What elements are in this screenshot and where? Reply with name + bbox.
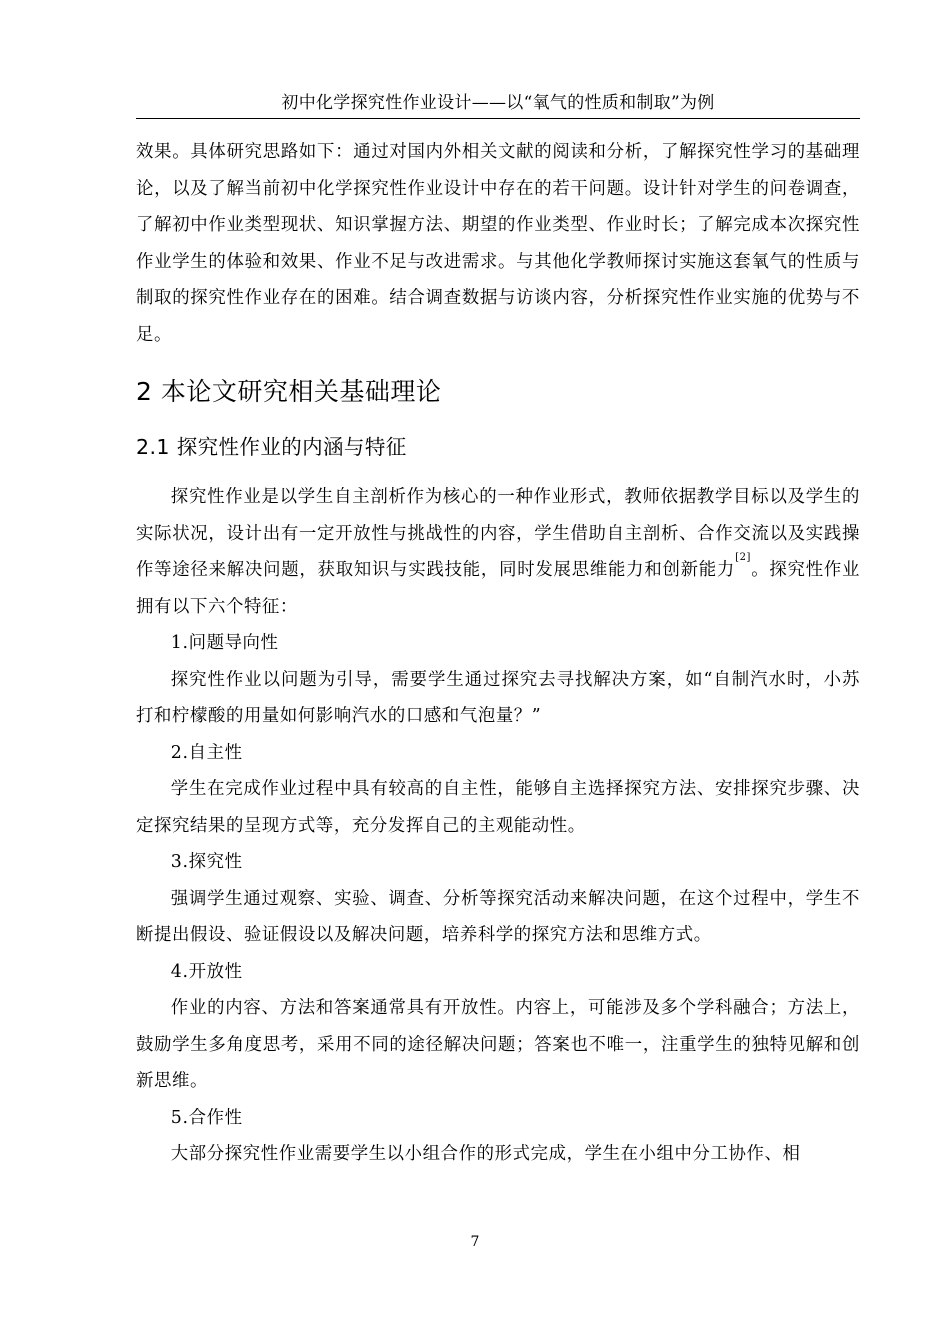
header-rule xyxy=(136,118,860,119)
definition-text: 探究性作业是以学生自主剖析作为核心的一种作业形式，教师依据教学目标以及学生的实际状况，设计出有一定开放性与挑战性的内容，学生借助自主剖析、合作交流以及实践操作等途径来解决问题，获取知识与实践技能，同时发展思维能力和创新能力 xyxy=(136,487,860,580)
feature-4-text: 作业的内容、方法和答案通常具有开放性。内容上，可能涉及多个学科融合；方法上，鼓励学生多角度思考，采用不同的途径解决问题；答案也不唯一，注重学生的独特见解和创新思维。 xyxy=(136,998,860,1091)
intro-paragraph: 效果。具体研究思路如下：通过对国内外相关文献的阅读和分析，了解探究性学习的基础理论，以及了解当前初中化学探究性作业设计中存在的若干问题。设计针对学生的问卷调查，了解初中作业类型现状、知识掌握方法、期望的作业类型、作业时长；了解完成本次探究性作业学生的体验和效果、作业不足与改进需求。与其他化学教师探讨实施这套氧气的性质与制取的探究性作业存在的困难。结合调查数据与访谈内容，分析探究性作业实施的优势与不足。 xyxy=(136,142,860,345)
feature-1-label: 1.问题导向性 xyxy=(170,633,279,653)
feature-2-text: 学生在完成作业过程中具有较高的自主性，能够自主选择探究方法、安排探究步骤、决定探究结果的呈现方式等，充分发挥自己的主观能动性。 xyxy=(136,779,860,836)
page-number: 7 xyxy=(470,1234,480,1250)
definition-tail: 。探究性作业拥有以下六个特征： xyxy=(136,560,860,617)
section-2-1-heading: 2.1 探究性作业的内涵与特征 xyxy=(136,435,407,459)
section-2-heading: 2 本论文研究相关基础理论 xyxy=(136,377,442,406)
definition-paragraph xyxy=(136,479,860,625)
feature-3-text: 强调学生通过观察、实验、调查、分析等探究活动来解决问题，在这个过程中，学生不断提出假设、验证假设以及解决问题，培养科学的探究方法和思维方式。 xyxy=(136,888,860,945)
page-body xyxy=(136,134,860,1173)
feature-4-label: 4.开放性 xyxy=(170,961,243,982)
running-header: 初中化学探究性作业设计——以“氧气的性质和制取”为例 xyxy=(281,93,715,113)
citation-ref: [2] xyxy=(735,552,752,563)
feature-2-label: 2.自主性 xyxy=(170,742,243,763)
feature-1-text: 探究性作业以问题为引导，需要学生通过探究去寻找解决方案，如“自制汽水时，小苏打和柠檬酸的用量如何影响汽水的口感和气泡量？” xyxy=(136,669,860,726)
feature-3-label: 3.探究性 xyxy=(170,852,243,872)
feature-5-text: 大部分探究性作业需要学生以小组合作的形式完成，学生在小组中分工协作、相 xyxy=(170,1144,801,1164)
feature-5-label: 5.合作性 xyxy=(170,1107,243,1128)
